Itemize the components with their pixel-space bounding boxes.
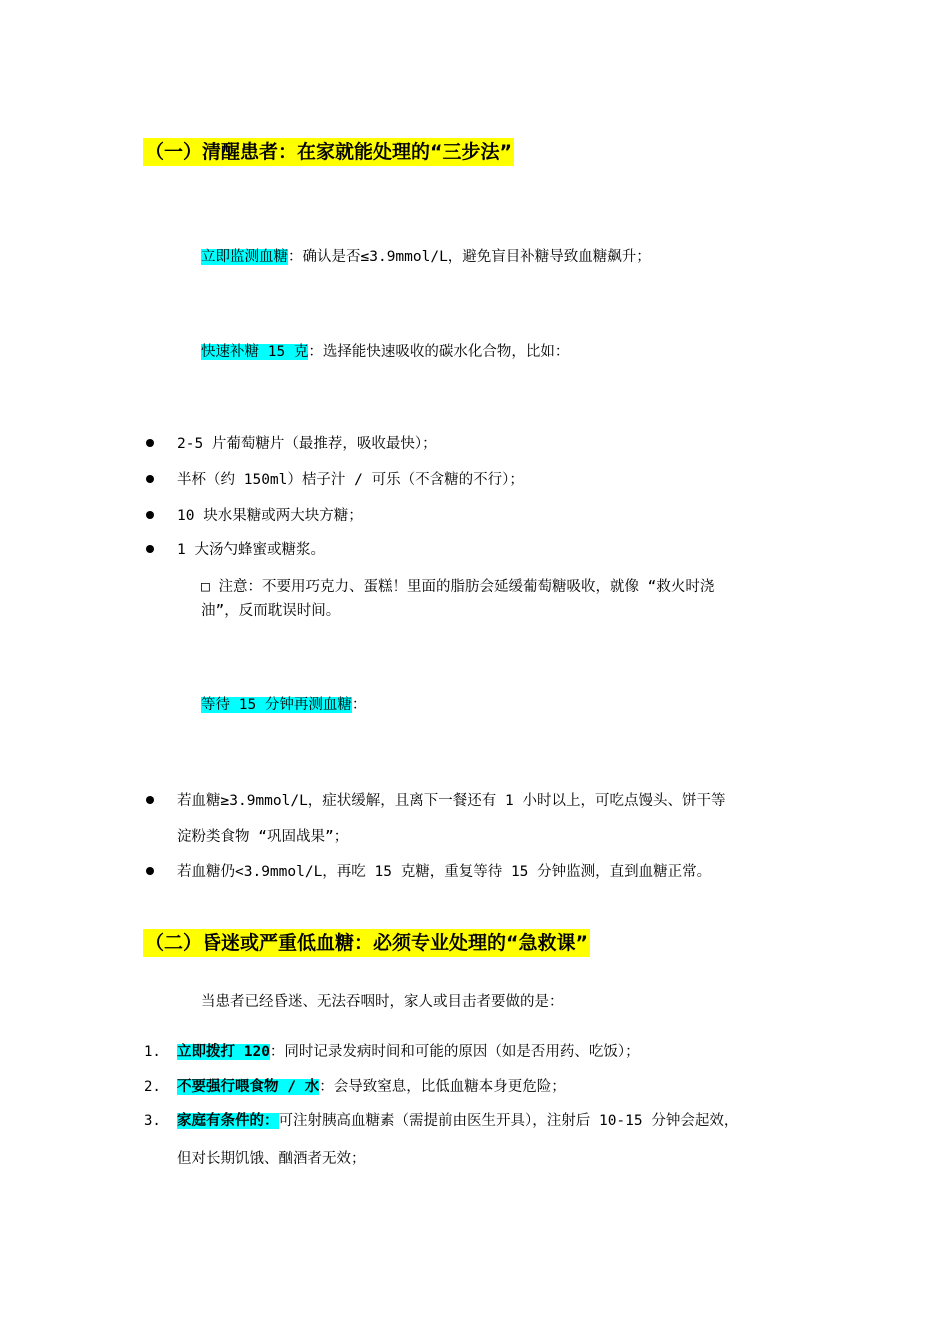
list-item: 10 块水果糖或两大块方糖；	[177, 508, 363, 524]
bullet-icon	[146, 511, 154, 519]
note-line2: 油”，反而耽误时间。	[201, 603, 341, 619]
step1-text: ：确认是否≤3.9mmol/L，避免盲目补糖导致血糖飙升；	[288, 249, 651, 265]
note-line1: □ 注意：不要用巧克力、蛋糕！里面的脂肪会延缓葡萄糖吸收，就像 “救火时浇	[201, 579, 715, 595]
numbered-item-continuation: 但对长期饥饿、酗酒者无效；	[177, 1151, 366, 1167]
numbered-item	[177, 1041, 640, 1063]
item-label: 立即拨打 120	[177, 1044, 270, 1060]
numbered-item	[177, 1076, 566, 1098]
list-item: 1 大汤勺蜂蜜或糖浆。	[177, 542, 325, 558]
bullet-icon	[146, 796, 154, 804]
section2-heading: （二）昏迷或严重低血糖：必须专业处理的“急救课”	[143, 929, 590, 957]
item-label: 家庭有条件的：	[177, 1113, 279, 1129]
list-item: 若血糖≥3.9mmol/L，症状缓解，且离下一餐还有 1 小时以上，可吃点馒头、饼干等	[177, 793, 726, 809]
section2-intro: 当患者已经昏迷、无法吞咽时，家人或目击者要做的是：	[201, 994, 564, 1010]
item-text: ：同时记录发病时间和可能的原因（如是否用药、吃饭）；	[269, 1044, 640, 1060]
list-item: 若血糖仍<3.9mmol/L，再吃 15 克糖，重复等待 15 分钟监测，直到血糖正常。	[177, 864, 712, 880]
step2-text: ：选择能快速吸收的碳水化合物，比如：	[308, 344, 570, 360]
item-number: 2.	[144, 1079, 161, 1095]
step3-text: ：	[351, 697, 367, 713]
step2	[201, 341, 569, 363]
item-number: 3.	[144, 1113, 161, 1129]
list-item: 半杯（约 150ml）桔子汁 / 可乐（不含糖的不行）；	[177, 472, 524, 488]
step3-label: 等待 15 分钟再测血糖	[201, 697, 352, 713]
bullet-icon	[146, 439, 154, 447]
item-text: ：会导致窒息，比低血糖本身更危险；	[319, 1079, 566, 1095]
numbered-item	[177, 1110, 738, 1132]
item-text: 可注射胰高血糖素（需提前由医生开具），注射后 10-15 分钟会起效，	[278, 1113, 739, 1129]
step2-label: 快速补糖 15 克	[201, 344, 309, 360]
step1	[201, 246, 651, 268]
list-item-continuation: 淀粉类食物 “巩固战果”；	[177, 829, 349, 845]
bullet-icon	[146, 867, 154, 875]
bullet-icon	[146, 475, 154, 483]
item-number: 1.	[144, 1044, 161, 1060]
step1-label: 立即监测血糖	[201, 249, 288, 265]
bullet-icon	[146, 545, 154, 553]
step3	[201, 694, 366, 716]
item-label: 不要强行喂食物 / 水	[177, 1079, 320, 1095]
section1-heading: （一）清醒患者：在家就能处理的“三步法”	[143, 138, 514, 166]
list-item: 2-5 片葡萄糖片（最推荐，吸收最快）；	[177, 436, 437, 452]
